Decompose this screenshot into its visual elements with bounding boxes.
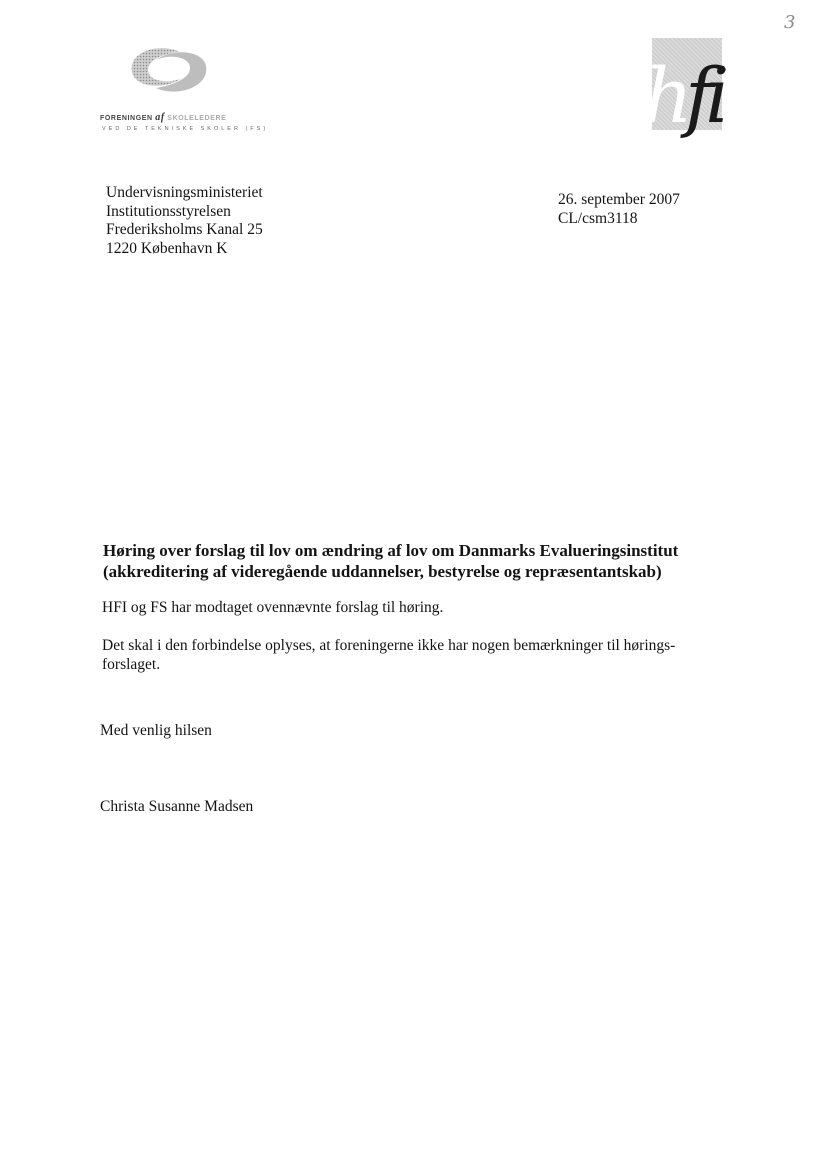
letter-reference: CL/csm3118 — [558, 209, 638, 227]
fs-name-part1: FORENINGEN — [100, 115, 153, 122]
recipient-line: 1220 København K — [106, 239, 228, 257]
letter-date: 26. september 2007 — [558, 191, 680, 208]
fs-subtitle: VED DE TEKNISKE SKOLER (FS) — [102, 126, 269, 132]
subject-line: Høring over forslag til lov om ændring af lov om Danmarks Evalueringsinstitut — [103, 541, 679, 560]
body-paragraph: Det skal i den forbindelse oplyses, at foreningerne ikke har nogen bemærkninger til hørings-forslaget. — [102, 637, 676, 673]
fs-swirl-icon — [118, 40, 218, 100]
recipient-address — [106, 184, 263, 258]
signature-name: Christa Susanne Madsen — [100, 798, 254, 815]
fs-organisation-name — [100, 112, 226, 123]
fs-name-part2: SKOLELEDERE — [167, 115, 227, 122]
fs-name-af: af — [155, 112, 165, 123]
recipient-line: Undervisningsministeriet — [106, 184, 263, 201]
letter-subject — [103, 540, 678, 582]
subject-line: (akkreditering af videregående uddannelser, bestyrelse og repræsentantskab) — [103, 562, 662, 581]
page-number: 3 — [784, 12, 796, 33]
letter-meta — [558, 191, 680, 228]
hfi-letters-fi: fi — [684, 51, 722, 140]
closing-phrase: Med venlig hilsen — [100, 722, 212, 739]
hfi-letter-h: h — [644, 51, 685, 140]
recipient-line: Frederiksholms Kanal 25 — [106, 221, 263, 238]
hfi-logo — [640, 38, 760, 168]
fs-logo — [100, 40, 270, 150]
recipient-line: Institutionsstyrelsen — [106, 202, 231, 220]
hfi-logo-text — [644, 51, 722, 140]
body-paragraph: HFI og FS har modtaget ovennævnte forslag til høring. — [102, 599, 444, 616]
